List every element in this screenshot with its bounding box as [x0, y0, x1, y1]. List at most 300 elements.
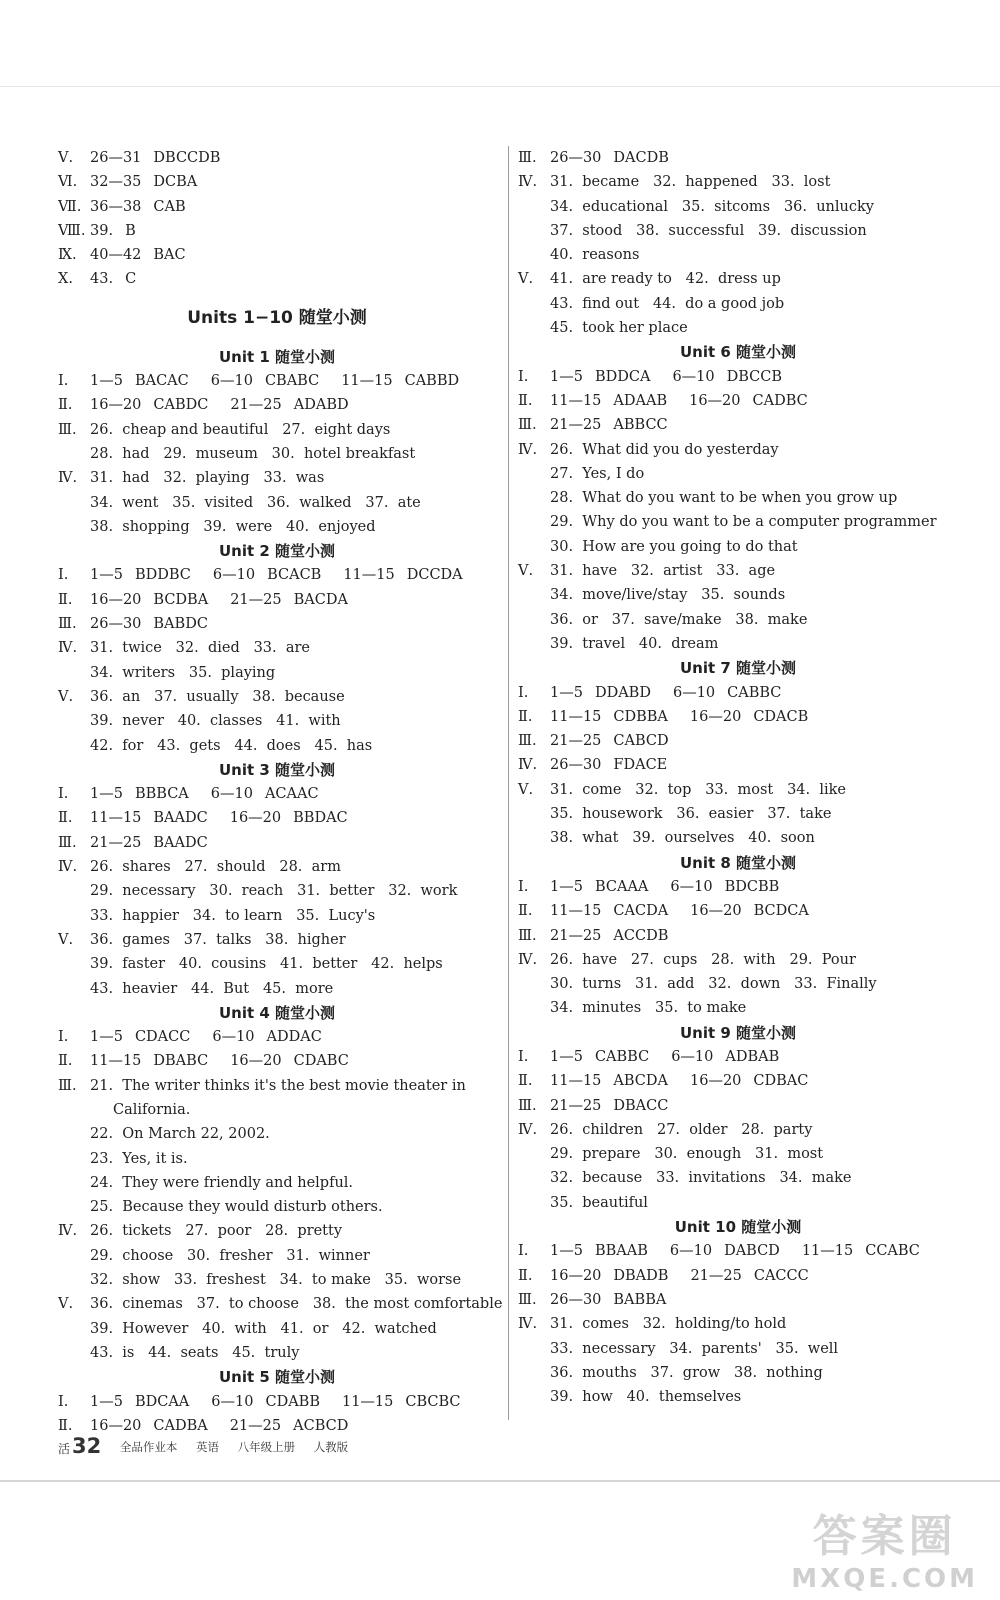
- section-numeral: Ⅳ.: [518, 951, 538, 968]
- section-numeral: Ⅴ.: [58, 931, 74, 948]
- range-label: 21—25: [229, 1417, 282, 1434]
- range-answers: ADDAC: [266, 1029, 322, 1046]
- answer-range: [550, 1069, 668, 1093]
- range-label: 21—25: [550, 1097, 602, 1114]
- watermark-url: MXQE.COM: [791, 1564, 978, 1594]
- range-label: 6—10: [211, 1393, 254, 1410]
- answer-row: [518, 170, 958, 194]
- section-numeral: Ⅴ.: [518, 781, 534, 798]
- range-answers: CDACC: [134, 1029, 191, 1046]
- range-answers: ACAAC: [264, 786, 319, 803]
- answer-range: [90, 831, 208, 855]
- range-label: 6—10: [210, 373, 253, 390]
- answer-range: [90, 1049, 208, 1073]
- range-label: 1—5: [550, 1243, 583, 1260]
- range-label: 1—5: [90, 373, 123, 390]
- answer-text: 22. On March 22, 2002.: [90, 1126, 270, 1143]
- answer-range: [550, 729, 669, 753]
- answer-row: [58, 709, 496, 733]
- answer-row: [518, 462, 958, 486]
- subject-label: 英语: [195, 1440, 219, 1454]
- answer-text: 26. have 27. cups 28. with 29. Pour: [550, 951, 856, 968]
- answer-row: [518, 559, 958, 583]
- range-label: 40—42: [90, 247, 142, 264]
- range-answers: DABCD: [724, 1243, 780, 1260]
- section-numeral: Ⅲ.: [58, 616, 77, 633]
- range-label: 11—15: [801, 1243, 854, 1260]
- page-number-value: 32: [72, 1434, 102, 1458]
- range-answers: BBDAC: [293, 810, 348, 827]
- range-answers: BACAC: [134, 373, 189, 390]
- range-label: 16—20: [90, 591, 142, 608]
- answer-range: [550, 1094, 668, 1118]
- top-rule: [0, 86, 1000, 87]
- range-label: 21—25: [550, 417, 602, 434]
- answer-row: [58, 243, 496, 267]
- answer-row: [58, 418, 496, 442]
- section-numeral: Ⅱ.: [518, 903, 533, 920]
- answer-row: [518, 826, 958, 850]
- answer-text: 29. necessary 30. reach 31. better 32. work: [90, 883, 458, 900]
- answer-range: [213, 563, 321, 587]
- answer-row: [518, 1094, 958, 1118]
- answer-text: 30. turns 31. add 32. down 33. Finally: [550, 976, 877, 993]
- range-label: 16—20: [689, 708, 742, 725]
- range-answers: CBCBC: [405, 1393, 461, 1410]
- answer-text: 35. beautiful: [550, 1194, 648, 1211]
- answer-range: [550, 389, 667, 413]
- range-answers: CABBC: [594, 1048, 650, 1065]
- section-numeral: Ⅳ.: [58, 470, 78, 487]
- section-numeral: Ⅲ.: [518, 1291, 537, 1308]
- range-answers: CABDC: [153, 397, 209, 414]
- answer-text: 40. reasons: [550, 247, 640, 264]
- range-label: 16—20: [690, 903, 742, 920]
- page-number: [58, 1434, 101, 1458]
- answer-row: [518, 365, 958, 389]
- answer-range: [90, 588, 208, 612]
- range-label: 6—10: [669, 1243, 713, 1260]
- range-label: 26—31: [90, 150, 142, 166]
- answer-text: 26. shares 27. should 28. arm: [90, 859, 341, 876]
- answer-row: [58, 636, 496, 660]
- section-numeral: Ⅱ.: [58, 591, 73, 608]
- answer-row: [518, 1361, 958, 1385]
- range-label: 11—15: [550, 903, 602, 920]
- answer-row: [518, 1288, 958, 1312]
- answer-row: [518, 1045, 958, 1069]
- answer-row: [518, 729, 958, 753]
- answer-range: [550, 413, 668, 437]
- answer-text: 34. move/live/stay 35. sounds: [550, 587, 786, 604]
- answer-range: [550, 146, 669, 170]
- range-answers: DBABC: [153, 1053, 209, 1070]
- answer-row: [58, 1268, 496, 1292]
- answer-text: 31. comes 32. holding/to hold: [550, 1316, 787, 1333]
- range-answers: CDABC: [293, 1053, 349, 1070]
- answer-row: [58, 612, 496, 636]
- range-label: 6—10: [210, 786, 253, 803]
- answer-row: [58, 1195, 496, 1219]
- section-numeral: Ⅲ.: [58, 421, 77, 438]
- answer-row: [58, 1244, 496, 1268]
- answer-text: 39. never 40. classes 41. with: [90, 713, 341, 730]
- section-numeral: Ⅲ.: [518, 1097, 537, 1114]
- answer-row: [518, 1191, 958, 1215]
- answer-row: [58, 1390, 496, 1414]
- answer-row: [518, 510, 958, 534]
- range-answers: DBCCB: [726, 368, 783, 385]
- answer-row: [58, 588, 496, 612]
- range-answers: CDBBA: [613, 708, 668, 725]
- answer-row: [518, 1142, 958, 1166]
- range-label: 11—15: [550, 708, 602, 725]
- range-label: 32—35: [90, 174, 142, 191]
- range-answers: BABDC: [153, 616, 208, 633]
- range-answers: CDBAC: [753, 1073, 809, 1090]
- answer-text: 23. Yes, it is.: [90, 1150, 188, 1167]
- answer-row: [518, 1069, 958, 1093]
- section-numeral: Ⅱ.: [518, 1267, 533, 1284]
- section-numeral: Ⅷ.: [58, 222, 86, 239]
- range-label: 43.: [90, 271, 114, 288]
- answer-text: 34. minutes 35. to make: [550, 1000, 747, 1017]
- unit-title: Unit 9 随堂小测: [679, 1023, 797, 1042]
- range-answers: C: [125, 271, 137, 288]
- answer-range: [90, 1390, 189, 1414]
- answer-text: 43. find out 44. do a good job: [550, 295, 785, 312]
- watermark: [791, 1500, 978, 1594]
- section-numeral: Ⅱ.: [58, 1417, 73, 1434]
- answer-range: [211, 782, 319, 806]
- answer-row: [58, 563, 496, 587]
- answer-range: [690, 899, 809, 923]
- answer-text: 27. Yes, I do: [550, 465, 645, 482]
- answer-text: 39. travel 40. dream: [550, 635, 719, 652]
- answer-row: [518, 1312, 958, 1336]
- answer-range: [90, 219, 136, 243]
- answer-text: 36. games 37. talks 38. higher: [90, 931, 346, 948]
- answer-range: [90, 1025, 190, 1049]
- watermark-logo: 答案圈: [812, 1511, 957, 1562]
- answer-text: 35. housework 36. easier 37. take: [550, 806, 832, 823]
- unit-title: Unit 7 随堂小测: [679, 659, 797, 678]
- range-answers: BAC: [153, 247, 186, 264]
- page-prefix: 活: [58, 1442, 71, 1456]
- range-answers: DBCCDB: [153, 150, 221, 166]
- section-numeral: Ⅰ.: [518, 1048, 529, 1065]
- range-label: 11—15: [550, 392, 602, 409]
- answer-row: [58, 442, 496, 466]
- section-numeral: Ⅲ.: [518, 417, 537, 434]
- answer-range: [211, 369, 319, 393]
- section-numeral: Ⅴ.: [518, 271, 534, 288]
- answer-text: 34. went 35. visited 36. walked 37. ate: [90, 494, 421, 511]
- answer-text: 39. However 40. with 41. or 42. watched: [90, 1320, 437, 1337]
- range-answers: ADBAB: [725, 1048, 780, 1065]
- range-answers: BCDCA: [753, 903, 809, 920]
- answer-row: [518, 608, 958, 632]
- answer-range: [230, 1049, 349, 1073]
- section-numeral: Ⅲ.: [518, 927, 537, 944]
- range-answers: CADBC: [752, 392, 808, 409]
- answer-text: 25. Because they would disturb others.: [90, 1199, 383, 1216]
- range-answers: BDCAA: [134, 1393, 190, 1410]
- range-label: 39.: [90, 222, 114, 239]
- answer-row: [58, 1025, 496, 1049]
- answer-row: [58, 267, 496, 291]
- answer-range: [230, 588, 348, 612]
- answer-range: [550, 753, 667, 777]
- range-answers: BDDBC: [134, 567, 191, 584]
- answer-text: 32. because 33. invitations 34. make: [550, 1170, 852, 1187]
- answer-text: 43. heavier 44. But 45. more: [90, 980, 334, 997]
- answer-row: [518, 1118, 958, 1142]
- answer-text: 39. how 40. themselves: [550, 1389, 742, 1406]
- answer-range: [550, 899, 668, 923]
- range-label: 6—10: [670, 878, 713, 895]
- range-label: 6—10: [672, 368, 715, 385]
- answer-row: [518, 705, 958, 729]
- answer-range: [671, 1045, 779, 1069]
- column-divider: [508, 146, 509, 1420]
- answer-row: [518, 802, 958, 826]
- unit-title: Unit 1 随堂小测: [218, 347, 336, 366]
- answer-text: 28. What do you want to be when you grow up: [550, 490, 898, 507]
- range-answers: CAB: [153, 198, 186, 215]
- section-numeral: Ⅰ.: [58, 567, 69, 584]
- answer-row: [518, 146, 958, 170]
- range-answers: ACCDB: [613, 927, 669, 944]
- range-label: 21—25: [230, 591, 282, 608]
- range-label: 11—15: [90, 1053, 142, 1070]
- answer-row: [58, 1147, 496, 1171]
- answer-row: [518, 413, 958, 437]
- answer-text: 36. an 37. usually 38. because: [90, 688, 345, 705]
- answer-row: [58, 515, 496, 539]
- range-label: 1—5: [550, 684, 583, 701]
- section-main-title: Units 1−10 随堂小测: [187, 307, 367, 328]
- range-label: 6—10: [212, 567, 256, 584]
- answer-row: [58, 1171, 496, 1195]
- answer-row: [58, 369, 496, 393]
- answer-row: [58, 219, 496, 243]
- range-label: 26—30: [550, 1291, 602, 1308]
- answer-range: [341, 369, 459, 393]
- answer-row: [58, 685, 496, 709]
- range-answers: ABBCC: [613, 417, 668, 434]
- range-answers: DCBA: [153, 174, 198, 191]
- answer-row: [518, 996, 958, 1020]
- answer-row: [518, 875, 958, 899]
- answer-row: [58, 831, 496, 855]
- answer-range: [690, 1069, 808, 1093]
- answer-range: [212, 1025, 321, 1049]
- answer-text: 29. choose 30. fresher 31. winner: [90, 1247, 370, 1264]
- section-numeral: Ⅲ.: [518, 150, 537, 166]
- range-label: 1—5: [90, 786, 123, 803]
- answer-range: [230, 806, 348, 830]
- answer-row: [518, 243, 958, 267]
- range-label: 26—30: [90, 616, 142, 633]
- answer-text: 31. became 32. happened 33. lost: [550, 174, 831, 191]
- section-numeral: Ⅱ.: [518, 1073, 533, 1090]
- answer-range: [550, 924, 668, 948]
- answer-text: 29. Why do you want to be a computer programmer: [550, 514, 937, 531]
- range-answers: CBABC: [264, 373, 320, 390]
- section-numeral: Ⅹ.: [58, 271, 73, 288]
- section-numeral: Ⅳ.: [518, 441, 538, 458]
- answer-row: [58, 466, 496, 490]
- answer-range: [690, 705, 808, 729]
- range-label: 11—15: [341, 373, 393, 390]
- answer-text: 31. twice 32. died 33. are: [90, 640, 311, 657]
- answer-row: [58, 1049, 496, 1073]
- answer-row: [518, 316, 958, 340]
- answer-row: [518, 924, 958, 948]
- answer-text: 31. have 32. artist 33. age: [550, 563, 776, 580]
- range-label: 11—15: [343, 567, 395, 584]
- answer-range: [672, 365, 782, 389]
- answer-row: [518, 389, 958, 413]
- range-answers: B: [125, 222, 136, 239]
- answer-row: [58, 1219, 496, 1243]
- answer-range: [343, 563, 462, 587]
- answer-row: [518, 1239, 958, 1263]
- answer-row: [58, 1341, 496, 1365]
- range-label: 1—5: [90, 567, 123, 584]
- range-label: 26—30: [550, 757, 602, 774]
- section-numeral: Ⅱ.: [58, 810, 73, 827]
- range-label: 21—25: [90, 834, 142, 851]
- answer-text: 36. mouths 37. grow 38. nothing: [550, 1364, 823, 1381]
- answer-text: 38. shopping 39. were 40. enjoyed: [90, 518, 376, 535]
- range-answers: ADABD: [293, 397, 349, 414]
- section-numeral: Ⅲ.: [518, 733, 537, 750]
- edition-label: 人教版: [313, 1440, 349, 1454]
- range-answers: CACCC: [753, 1267, 809, 1284]
- range-label: 1—5: [550, 368, 583, 385]
- range-label: 1—5: [550, 878, 583, 895]
- range-answers: CABBC: [727, 684, 782, 701]
- answer-text: 26. tickets 27. poor 28. pretty: [90, 1223, 343, 1240]
- answer-range: [90, 369, 189, 393]
- range-answers: DACDB: [613, 150, 669, 166]
- answer-row: [58, 734, 496, 758]
- answer-row: [58, 1098, 496, 1122]
- answer-text: 28. had 29. museum 30. hotel breakfast: [90, 445, 416, 462]
- answer-text: 37. stood 38. successful 39. discussion: [550, 222, 867, 239]
- unit-title: Unit 6 随堂小测: [679, 343, 797, 362]
- range-answers: CABBD: [404, 373, 460, 390]
- grade-label: 八年级上册: [237, 1440, 296, 1454]
- answer-row: [58, 195, 496, 219]
- range-label: 16—20: [550, 1267, 602, 1284]
- answer-text: 41. are ready to 42. dress up: [550, 271, 781, 288]
- answer-row: [58, 782, 496, 806]
- section-numeral: Ⅵ.: [58, 174, 78, 191]
- range-answers: BDDCA: [594, 368, 651, 385]
- answer-row: [58, 904, 496, 928]
- section-numeral: Ⅰ.: [518, 878, 529, 895]
- answer-row: [58, 1317, 496, 1341]
- range-answers: CCABC: [865, 1243, 920, 1260]
- answer-row: [58, 879, 496, 903]
- answer-range: [690, 1264, 808, 1288]
- answer-row: [58, 170, 496, 194]
- answer-row: [518, 632, 958, 656]
- answer-range: [802, 1239, 920, 1263]
- answer-range: [689, 389, 808, 413]
- answer-row: [58, 806, 496, 830]
- answer-text: 21. The writer thinks it's the best movie theater in: [90, 1077, 466, 1094]
- unit-title: Unit 4 随堂小测: [218, 1003, 336, 1022]
- answer-range: [90, 782, 189, 806]
- answer-row: [58, 952, 496, 976]
- range-answers: BCDBA: [153, 591, 209, 608]
- answer-text: 33. necessary 34. parents' 35. well: [550, 1340, 839, 1357]
- answer-text: 34. educational 35. sitcoms 36. unlucky: [550, 198, 874, 215]
- answer-row: [518, 1264, 958, 1288]
- answer-range: [550, 875, 648, 899]
- range-label: 6—10: [212, 1029, 255, 1046]
- answer-range: [90, 393, 208, 417]
- answer-row: [58, 1122, 496, 1146]
- page-footer: [58, 1434, 362, 1458]
- section-numeral: Ⅶ.: [58, 198, 82, 215]
- range-label: 1—5: [90, 1393, 123, 1410]
- section-numeral: Ⅰ.: [58, 373, 69, 390]
- answer-range: [230, 393, 348, 417]
- answer-text: 26. children 27. older 28. party: [550, 1121, 813, 1138]
- range-label: 36—38: [90, 198, 142, 215]
- unit-title: Unit 8 随堂小测: [679, 853, 797, 872]
- answer-range: [550, 1045, 649, 1069]
- answer-row: [518, 753, 958, 777]
- range-answers: CDACB: [753, 708, 809, 725]
- range-answers: ADAAB: [613, 392, 668, 409]
- section-numeral: Ⅰ.: [518, 1243, 529, 1260]
- answer-row: [518, 1385, 958, 1409]
- answer-text: 30. How are you going to do that: [550, 538, 798, 555]
- answer-range: [90, 806, 208, 830]
- answer-row: [518, 219, 958, 243]
- answer-row: [58, 855, 496, 879]
- answer-row: [518, 486, 958, 510]
- range-answers: DBADB: [613, 1267, 669, 1284]
- answer-row: [58, 977, 496, 1001]
- answer-text: 24. They were friendly and helpful.: [90, 1174, 354, 1191]
- range-answers: BABBA: [613, 1291, 667, 1308]
- answer-row: [518, 1337, 958, 1361]
- bottom-rule: [0, 1480, 1000, 1482]
- section-numeral: Ⅰ.: [518, 368, 529, 385]
- answer-range: [673, 681, 781, 705]
- range-answers: BCAAA: [594, 878, 649, 895]
- range-label: 11—15: [550, 1073, 602, 1090]
- unit-title: Unit 3 随堂小测: [218, 760, 336, 779]
- answer-text: 33. happier 34. to learn 35. Lucy's: [90, 907, 376, 924]
- answer-range: [550, 1288, 666, 1312]
- section-numeral: Ⅳ.: [518, 1121, 538, 1138]
- range-label: 11—15: [341, 1393, 394, 1410]
- answer-row: [518, 195, 958, 219]
- unit-title: Unit 5 随堂小测: [218, 1368, 336, 1387]
- section-numeral: Ⅰ.: [58, 1029, 69, 1046]
- range-answers: BDCBB: [724, 878, 780, 895]
- section-numeral: Ⅳ.: [58, 640, 78, 657]
- answer-row: [518, 583, 958, 607]
